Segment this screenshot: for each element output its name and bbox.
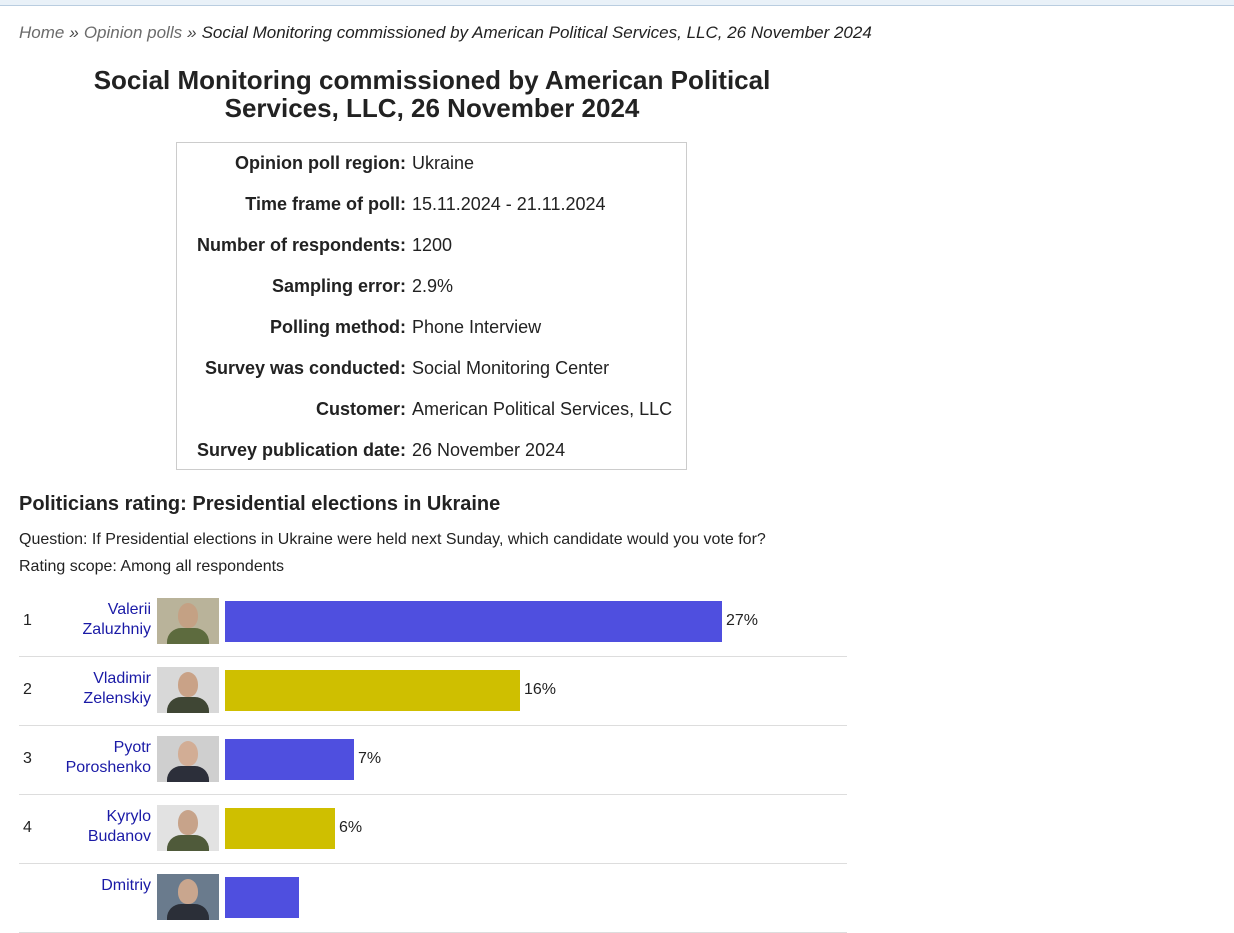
breadcrumb-separator: » [69,23,79,42]
rating-row [19,864,847,933]
breadcrumb [19,23,872,43]
candidate-first-name: Valerii [107,601,151,618]
info-label: Survey was conducted: [204,358,406,378]
info-label: Sampling error: [271,276,406,296]
rating-rank: 3 [23,750,32,767]
candidate-photo[interactable] [157,805,219,851]
info-value: 15.11.2024 - 21.11.2024 [412,194,606,214]
info-value: Social Monitoring Center [412,358,610,378]
rating-bar [225,739,354,780]
candidate-first-name: Dmitriy [101,877,151,894]
info-row-publication-date [177,440,688,464]
candidate-first-name: Vladimir [93,670,151,687]
candidate-first-name: Kyrylo [106,808,151,825]
photo-portrait-head [178,879,198,904]
info-row-polling-method [177,317,688,341]
info-label: Customer: [315,399,406,419]
breadcrumb-separator: » [187,23,197,42]
info-label: Polling method: [270,317,406,337]
rating-bar-label: 27% [726,612,759,629]
info-label: Number of respondents: [196,235,406,255]
info-row-sampling-error [177,276,688,300]
candidate-name-link[interactable] [55,807,151,847]
photo-portrait-body [167,628,209,644]
info-row-time-frame [177,194,688,218]
candidate-name-link[interactable] [55,738,151,778]
page-title: Social Monitoring commissioned by American Political Services, LLC, 26 November 2024 [93,65,771,123]
info-label: Time frame of poll: [245,194,406,214]
candidate-last-name: Poroshenko [65,759,151,776]
candidate-last-name: Zelenskiy [83,690,151,707]
info-label: Opinion poll region: [235,153,406,173]
rating-question: Question: If Presidential elections in Ukraine were held next Sunday, which candidate would you vote for? [19,531,766,548]
candidate-name-link[interactable] [55,600,151,640]
candidate-photo[interactable] [157,667,219,713]
info-row-region [177,153,688,177]
candidate-name-link[interactable] [55,669,151,709]
info-value: 26 November 2024 [412,440,566,460]
info-value: 2.9% [412,276,454,296]
breadcrumb-home-link[interactable]: Home [19,23,65,42]
candidate-photo[interactable] [157,874,219,920]
info-row-customer [177,399,688,423]
rating-row [19,795,847,864]
info-value: Phone Interview [412,317,542,337]
photo-portrait-head [178,810,198,835]
info-value: American Political Services, LLC [412,399,673,419]
photo-portrait-head [178,672,198,697]
poll-info-table [176,142,687,470]
candidate-photo[interactable] [157,598,219,644]
info-row-respondents [177,235,688,259]
rating-rank: 2 [23,681,32,698]
photo-portrait-body [167,904,209,920]
candidate-first-name: Pyotr [113,739,151,756]
rating-bar [225,808,335,849]
photo-portrait-head [178,603,198,628]
photo-portrait-body [167,766,209,782]
info-value: Ukraine [412,153,475,173]
top-strip [0,0,1234,6]
photo-portrait-head [178,741,198,766]
rating-rank: 1 [23,612,32,629]
candidate-photo[interactable] [157,736,219,782]
rating-scope: Rating scope: Among all respondents [19,558,285,575]
rating-bar [225,601,722,642]
rating-bar [225,670,520,711]
rating-row [19,588,847,657]
breadcrumb-opinion-polls-link[interactable]: Opinion polls [83,23,183,42]
rating-bar-label: 7% [358,750,382,767]
candidate-name-link[interactable] [55,876,151,896]
photo-portrait-body [167,697,209,713]
candidate-last-name: Budanov [87,828,151,845]
breadcrumb-current: Social Monitoring commissioned by American Political Services, LLC, 26 November 2024 [201,23,872,42]
info-row-conducted-by [177,358,688,382]
rating-section-title: Politicians rating: Presidential elections in Ukraine [19,493,501,515]
rating-row [19,726,847,795]
candidate-last-name: Zaluzhniy [82,621,151,638]
rating-rank: 4 [23,819,32,836]
photo-portrait-body [167,835,209,851]
rating-bar-label: 6% [339,819,363,836]
info-value: 1200 [412,235,453,255]
info-label: Survey publication date: [196,440,406,460]
rating-bar [225,877,299,918]
rating-bar-label: 16% [524,681,557,698]
rating-row [19,657,847,726]
